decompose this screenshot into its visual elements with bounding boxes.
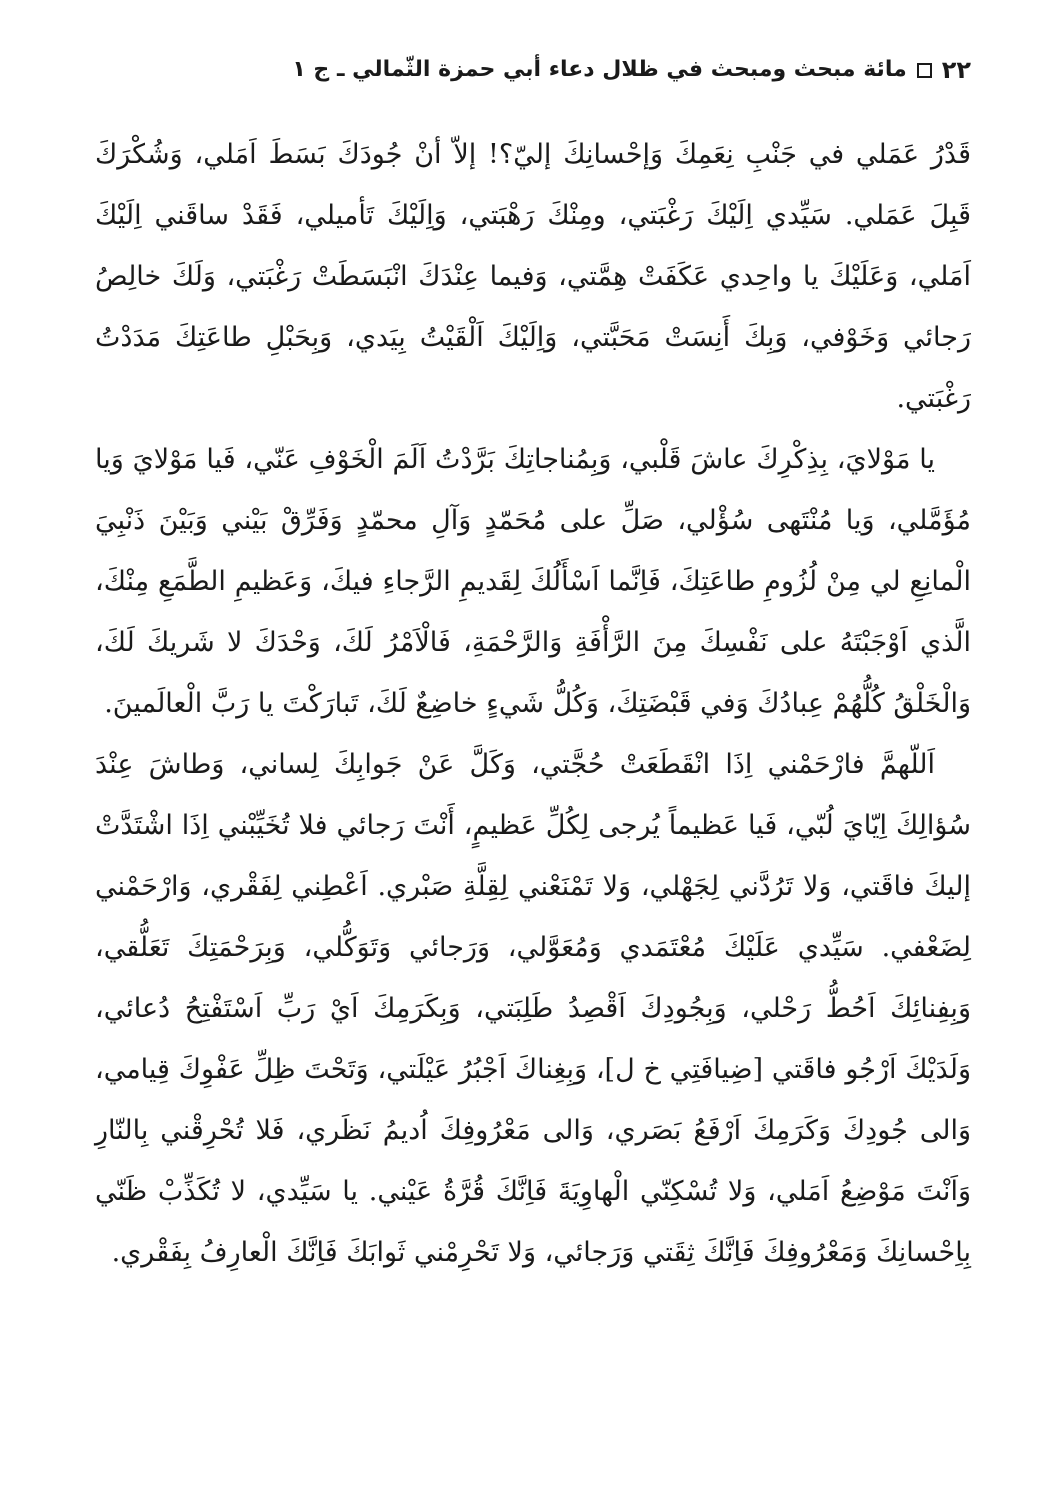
body-text	[95, 124, 971, 1283]
book-title: مائة مبحث ومبحث في ظلال دعاء أبي حمزة الثّمالي ـ ج ١	[292, 57, 907, 82]
page-number: ٢٢	[941, 56, 971, 84]
square-outline-icon	[917, 63, 932, 78]
running-header	[95, 50, 971, 90]
paragraph-2: يا مَوْلايَ، بِذِكْرِكَ عاشَ قَلْبي، وَبِمُناجاتِكَ بَرَّدْتُ اَلَمَ الْخَوْفِ عَنّي، فَيا مَوْلايَ وَيا مُؤَمَّلي، وَيا مُنْتَهى سُؤْلي، صَلِّ على مُحَمّدٍ وَآلِ محمّدٍ وَفَرِّقْ بَيْني وَبَيْنَ ذَنْبِيَ الْمانِعِ لي مِنْ لُزُومِ طاعَتِكَ، فَاِنَّما اَسْأَلُكَ لِقَديمِ الرَّجاءِ فيكَ، وَعَظيمِ الطَّمَعِ مِنْكَ، الَّذي اَوْجَبْتَهُ على نَفْسِكَ مِنَ الرَّأْفَةِ وَالرَّحْمَةِ، فَالْاَمْرُ لَكَ، وَحْدَكَ لا شَريكَ لَكَ، وَالْخَلْقُ كُلُّهُمْ عِبادُكَ وَفي قَبْضَتِكَ، وَكُلُّ شَيءٍ خاضِعٌ لَكَ، تَبارَكْتَ يا رَبَّ الْعالَمينَ.	[95, 444, 971, 719]
paragraph-3: اَللّهمَّ فارْحَمْني اِذَا انْقَطَعَتْ حُجَّتي، وَكَلَّ عَنْ جَوابِكَ لِساني، وَطاشَ عِنْدَ سُؤالِكَ اِيّايَ لُبّي، فَيا عَظيماً يُرجى لِكُلِّ عَظيمٍ، أَنْتَ رَجائي فلا تُخَيِّبْني اِذَا اشْتَدَّتْ إليكَ فاقَتي، وَلا تَرُدَّني لِجَهْلي، وَلا تَمْنَعْني لِقِلَّةِ صَبْري. اَعْطِني لِفَقْري، وَارْحَمْني لِضَعْفي. سَيِّدي عَلَيْكَ مُعْتَمَدي وَمُعَوَّلي، وَرَجائي وَتَوَكُّلي، وَبِرَحْمَتِكَ تَعَلُّقي، وَبِفِنائِكَ اَحُطُّ رَحْلي، وَبِجُودِكَ اَقْصِدُ طَلِبَتي، وَبِكَرَمِكَ اَيْ رَبِّ اَسْتَفْتِحُ دُعائي، وَلَدَيْكَ اَرْجُو فاقَتي [ضِيافَتِي خ ل]، وَبِغِناكَ اَجْبُرُ عَيْلَتي، وَتَحْتَ ظِلِّ عَفْوِكَ قِيامي، وَالى جُودِكَ وَكَرَمِكَ اَرْفَعُ بَصَري، وَالى مَعْرُوفِكَ اُديمُ نَظَري، فَلا تُحْرِقْني بِالنّارِ وَاَنْتَ مَوْضِعُ اَمَلي، وَلا تُسْكِنّي الْهاوِيَةَ فَاِنَّكَ قُرَّةُ عَيْني. يا سَيِّدي، لا تُكَذِّبْ ظَنّي بِاِحْسانِكَ وَمَعْرُوفِكَ فَاِنَّكَ ثِقَتي وَرَجائي، وَلا تَحْرِمْني ثَوابَكَ فَاِنَّكَ الْعارِفُ بِفَقْري.	[95, 749, 971, 1268]
paragraph-1: قَدْرُ عَمَلي في جَنْبِ نِعَمِكَ وَإحْسانِكَ إليّ؟! إلاّ أنْ جُودَكَ بَسَطَ اَمَلي، وَشُكْرَكَ قَبِلَ عَمَلي. سَيِّدي اِلَيْكَ رَغْبَتي، ومِنْكَ رَهْبَتي، وَاِلَيْكَ تَأميلي، فَقَدْ ساقَني اِلَيْكَ اَمَلي، وَعَلَيْكَ يا واحِدي عَكَفَتْ هِمَّتي، وَفيما عِنْدَكَ انْبَسَطَتْ رَغْبَتي، وَلَكَ خالِصُ رَجائي وَخَوْفي، وَبِكَ أَنِسَتْ مَحَبَّتي، وَاِلَيْكَ اَلْقَيْتُ بِيَدي، وَبِحَبْلِ طاعَتِكَ مَدَدْتُ رَغْبَتي.	[95, 139, 971, 414]
